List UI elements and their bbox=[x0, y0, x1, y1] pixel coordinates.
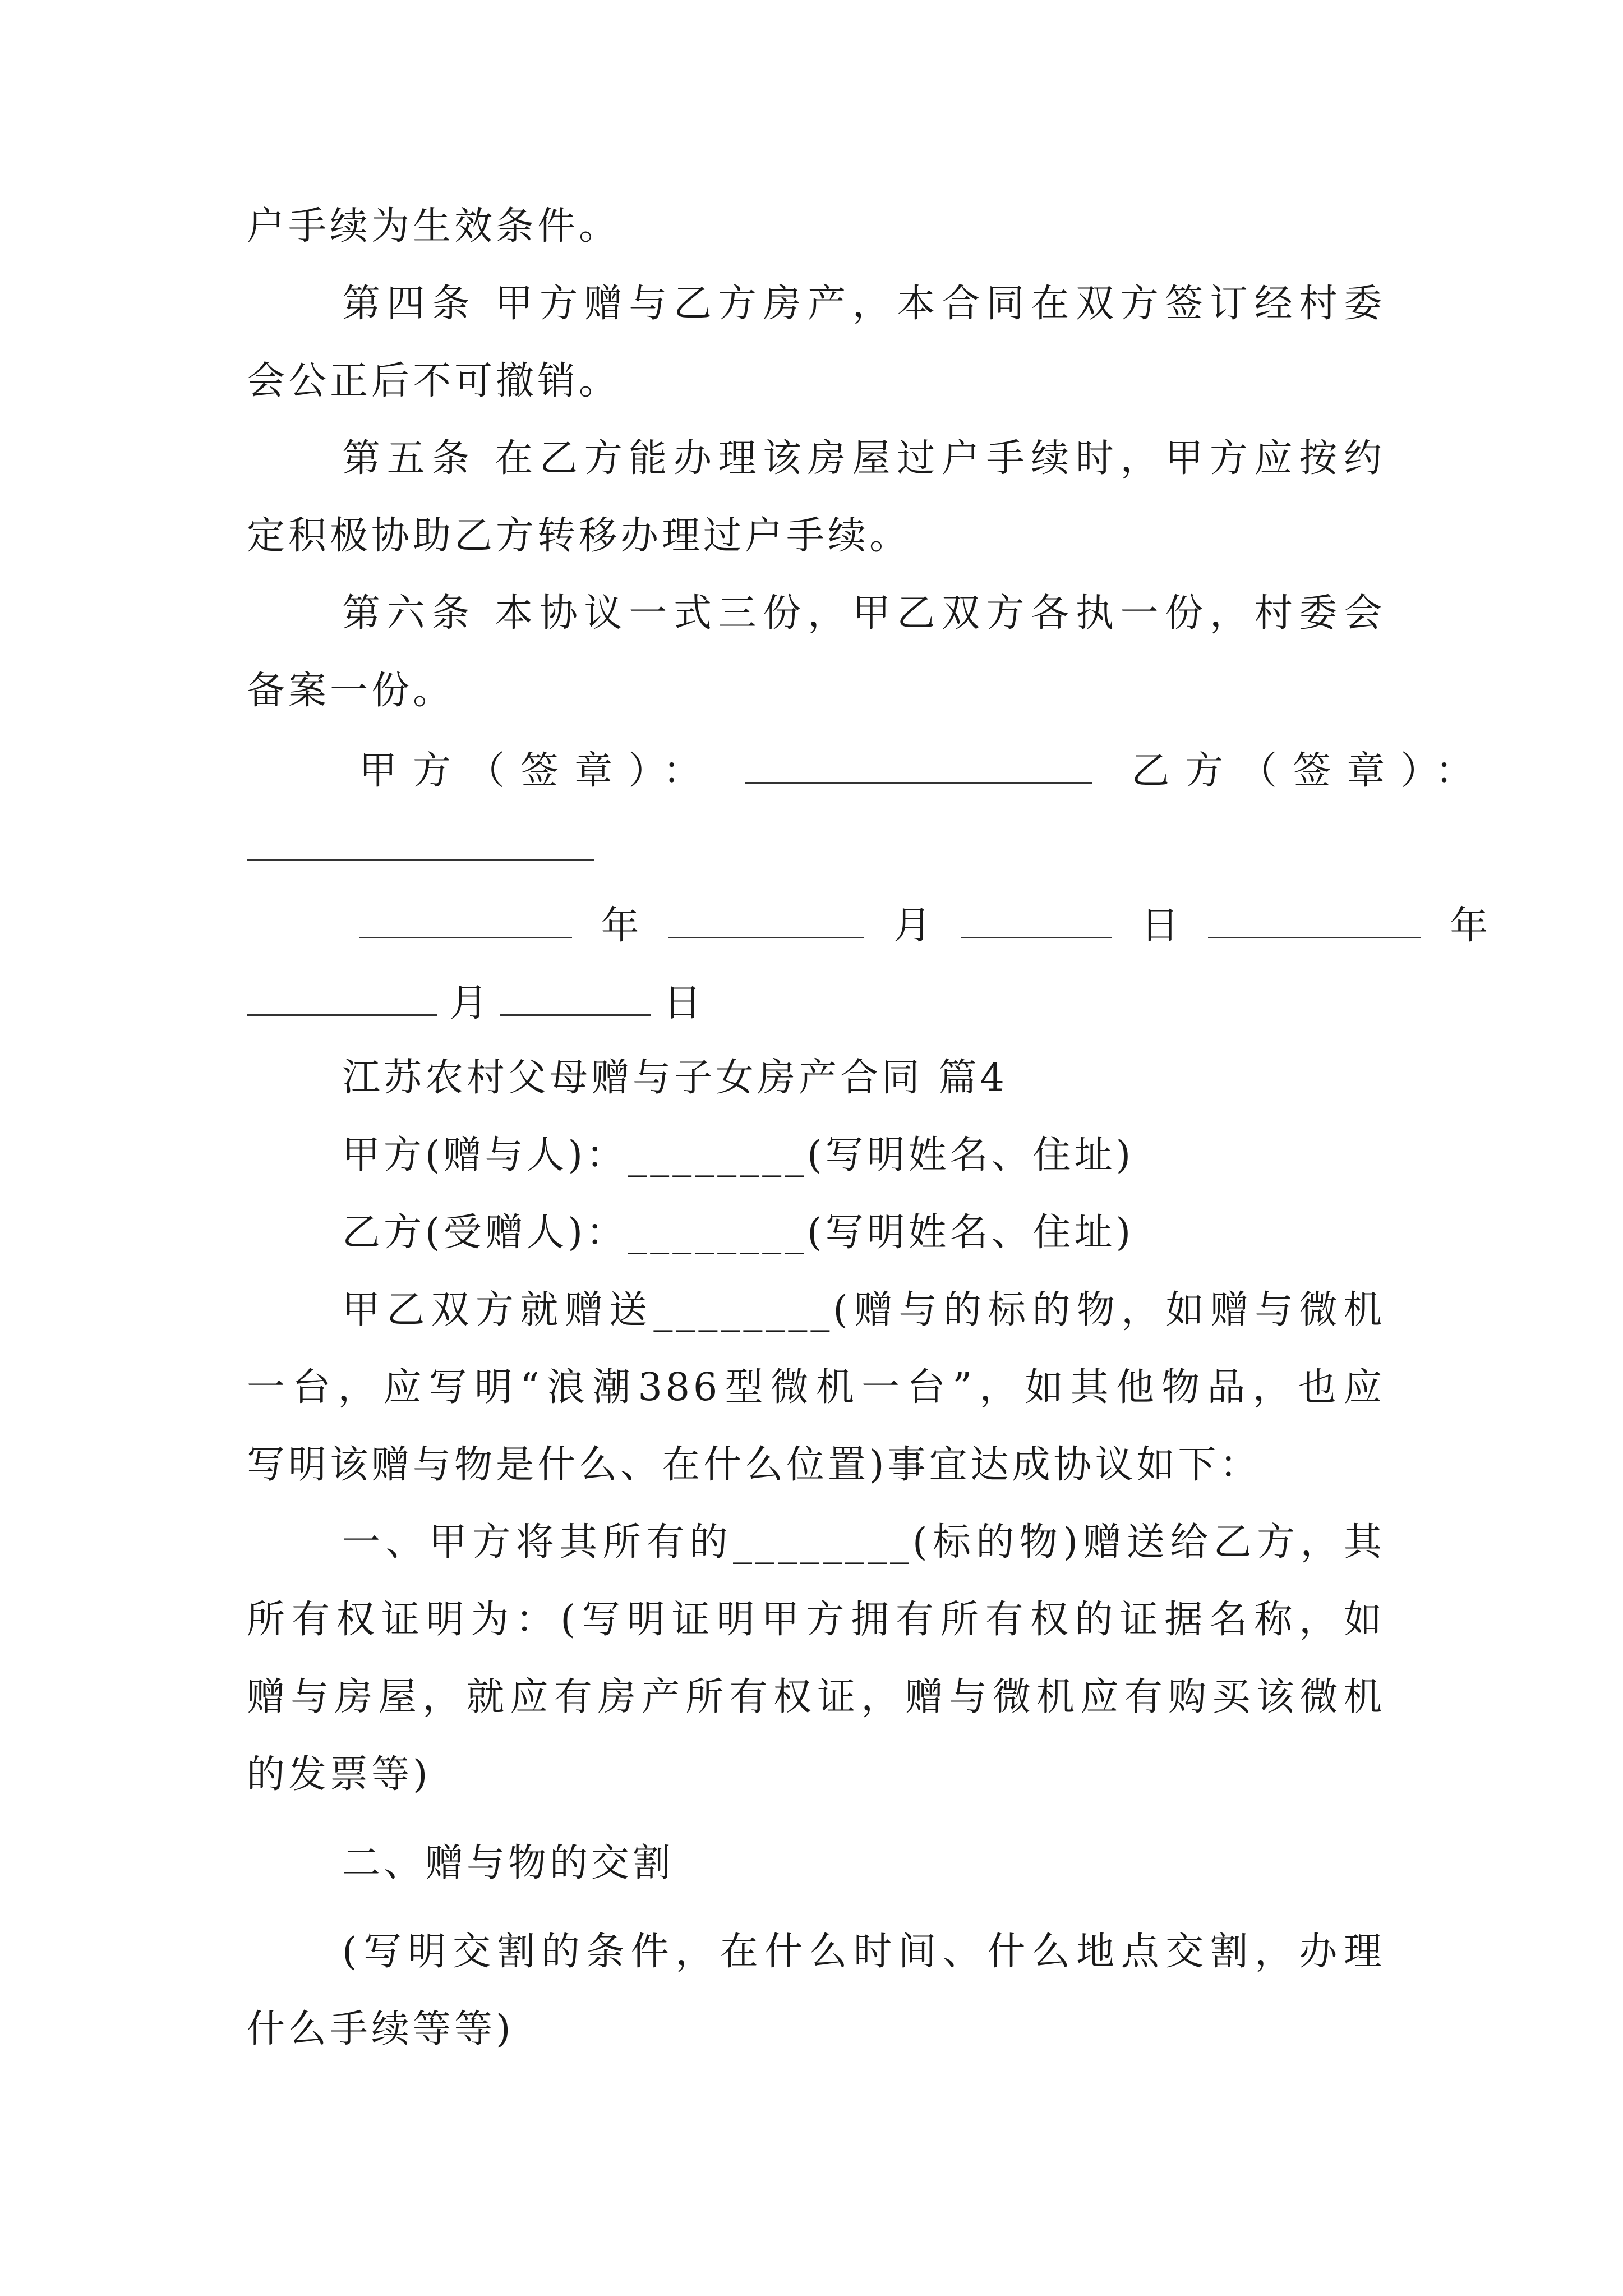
date-b-day-blank bbox=[500, 982, 651, 1016]
intro-text-b: (赠与的标的物，如赠与微机 bbox=[833, 1288, 1385, 1332]
date-a-month-blank bbox=[668, 904, 864, 938]
donee-blank: ________ bbox=[628, 1211, 808, 1255]
art2-line-1: (写明交割的条件，在什么时间、什么地点交割，办理 bbox=[342, 1930, 1385, 1974]
date-line-2 bbox=[247, 981, 1385, 1025]
date-line bbox=[247, 904, 1488, 948]
article-5-line-2: 定积极协助乙方转移办理过户手续。 bbox=[247, 514, 911, 558]
donor-label: 甲方(赠与人)： bbox=[342, 1133, 628, 1177]
art2-line-2: 什么手续等等) bbox=[247, 2007, 514, 2051]
date-b-year-label: 年 bbox=[1450, 904, 1488, 948]
date-b-day-label: 日 bbox=[663, 981, 702, 1025]
article-4-line-1: 第四条 甲方赠与乙方房产，本合同在双方签订经村委 bbox=[342, 282, 1385, 326]
donee-label: 乙方(受赠人)： bbox=[342, 1211, 628, 1255]
party-b-signature-label: 乙方（签章）： bbox=[1131, 749, 1490, 793]
intro-line-3: 写明该赠与物是什么、在什么位置)事宜达成协议如下： bbox=[247, 1443, 1261, 1487]
donor-blank: ________ bbox=[628, 1133, 808, 1177]
article-6-line-2: 备案一份。 bbox=[247, 669, 455, 713]
date-a-year-blank bbox=[359, 904, 572, 938]
party-a-signature-label: 甲方（签章）： bbox=[359, 749, 717, 793]
party-b-signature-blank bbox=[247, 827, 594, 861]
article-6-line-1: 第六条 本协议一式三份，甲乙双方各执一份，村委会 bbox=[342, 591, 1385, 636]
section-title: 江苏农村父母赠与子女房产合同 篇4 bbox=[342, 1056, 1008, 1100]
art1-line-2: 所有权证明为：(写明证明甲方拥有所有权的证据名称，如 bbox=[247, 1598, 1385, 1642]
article-4-line-2: 会公正后不可撤销。 bbox=[247, 359, 621, 403]
text-line: 户手续为生效条件。 bbox=[247, 204, 621, 249]
art1-line-4: 的发票等) bbox=[247, 1752, 431, 1797]
article-5-line-1: 第五条 在乙方能办理该房屋过户手续时，甲方应按约 bbox=[342, 436, 1385, 481]
donee-line bbox=[247, 1211, 1385, 1255]
art1-line-1 bbox=[247, 1520, 1385, 1565]
signature-line bbox=[247, 749, 1490, 793]
donee-note: (写明姓名、住址) bbox=[807, 1211, 1135, 1255]
donor-note: (写明姓名、住址) bbox=[807, 1133, 1135, 1177]
art1-text-a: 一、甲方将其所有的 bbox=[342, 1520, 734, 1565]
intro-blank: ________ bbox=[653, 1288, 833, 1332]
document-page bbox=[247, 204, 1490, 2088]
intro-line-2: 一台，应写明“浪潮386型微机一台”，如其他物品，也应 bbox=[247, 1365, 1385, 1410]
art1-blank: ________ bbox=[733, 1520, 913, 1565]
party-b-signature-line bbox=[247, 827, 1385, 865]
date-a-day-label: 日 bbox=[1141, 904, 1179, 948]
party-a-signature-blank bbox=[745, 749, 1092, 784]
intro-text-a: 甲乙双方就赠送 bbox=[342, 1288, 654, 1332]
date-b-month-blank bbox=[247, 982, 437, 1016]
donor-line bbox=[247, 1133, 1385, 1177]
art2-title: 二、赠与物的交割 bbox=[342, 1841, 675, 1885]
art1-line-3: 赠与房屋，就应有房产所有权证，赠与微机应有购买该微机 bbox=[247, 1675, 1385, 1719]
date-b-year-blank bbox=[1208, 904, 1421, 938]
date-b-month-label: 月 bbox=[449, 981, 488, 1025]
intro-line-1 bbox=[247, 1288, 1385, 1332]
date-a-day-blank bbox=[961, 904, 1112, 938]
art1-text-b: (标的物)赠送给乙方，其 bbox=[912, 1520, 1385, 1565]
date-a-month-label: 月 bbox=[893, 904, 932, 948]
date-a-year-label: 年 bbox=[601, 904, 639, 948]
